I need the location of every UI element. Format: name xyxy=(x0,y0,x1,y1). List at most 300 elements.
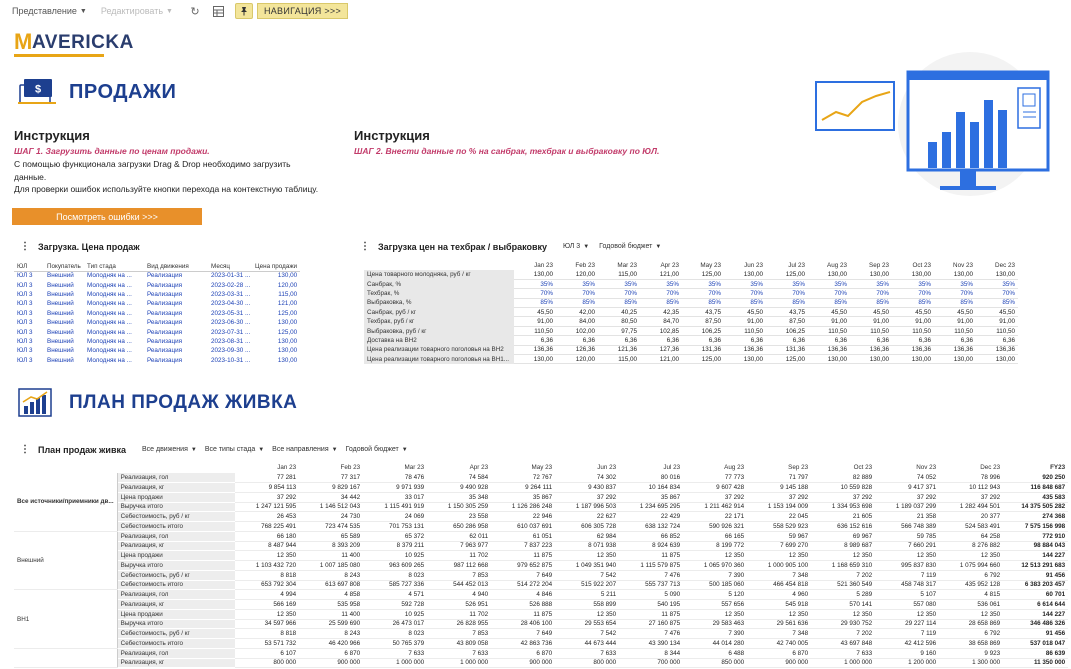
table-cell: 43 390 134 xyxy=(619,639,683,649)
table-cell[interactable]: 2023-06-30 ... xyxy=(211,319,251,327)
table-cell[interactable]: 85% xyxy=(598,298,640,307)
table-cell: 1 234 695 295 xyxy=(619,502,683,512)
caret-down-icon: ▼ xyxy=(401,446,408,453)
refresh-icon[interactable]: ↻ xyxy=(190,5,200,18)
table-cell[interactable]: Внешний xyxy=(47,309,74,317)
row-label: Реализация, кг xyxy=(117,541,235,551)
table-cell[interactable]: 35% xyxy=(682,279,724,288)
column-header[interactable]: Цена продажи xyxy=(252,262,300,271)
table-cell: 35 867 xyxy=(491,492,555,502)
table-cell[interactable]: Молодняк на ... xyxy=(87,328,132,336)
table-row xyxy=(14,318,300,327)
row-label: Техбрак, руб / кг xyxy=(364,317,514,326)
table-cell[interactable]: 70% xyxy=(934,289,976,298)
table-cell: 1 049 351 940 xyxy=(555,561,619,571)
table-cell[interactable]: Молодняк на ... xyxy=(87,337,132,345)
table-cell[interactable]: 115,00 xyxy=(278,290,298,298)
table-cell[interactable]: Реализация xyxy=(147,290,183,298)
table-cell: 7 633 xyxy=(363,648,427,658)
table-cell: 7 633 xyxy=(555,648,619,658)
table-cell: 6,36 xyxy=(724,336,766,345)
month-header: Mar 23 xyxy=(404,464,425,472)
table-cell[interactable]: 70% xyxy=(682,289,724,298)
table-cell[interactable]: Реализация xyxy=(147,281,183,289)
table-cell: 7 476 xyxy=(619,629,683,639)
table-cell[interactable]: Реализация xyxy=(147,347,183,355)
table-cell: 11 875 xyxy=(491,609,555,619)
table-cell: 97,75 xyxy=(598,326,640,335)
table-cell[interactable]: Внешний xyxy=(47,337,74,345)
column-header[interactable]: Вид движения xyxy=(144,262,208,271)
month-header: Feb 23 xyxy=(575,262,595,269)
table-cell[interactable]: Молодняк на ... xyxy=(87,309,132,317)
table-cell: 71 797 xyxy=(747,473,811,483)
table-cell: 127,36 xyxy=(640,345,682,354)
table-cell[interactable]: 70% xyxy=(976,289,1018,298)
instruction-1-step: ШАГ 1. Загрузить данные по ценам продажи. xyxy=(14,146,210,156)
table-cell[interactable]: Молодняк на ... xyxy=(87,281,132,289)
table-cell[interactable]: Молодняк на ... xyxy=(87,356,132,364)
table-cell[interactable]: 2023-07-31 ... xyxy=(211,328,251,336)
table-cell[interactable]: 2023-09-30 ... xyxy=(211,347,251,355)
table-cell[interactable]: ЮЛ 3 xyxy=(17,356,33,364)
table-cell: 500 185 060 xyxy=(683,580,747,590)
table-cell[interactable]: Реализация xyxy=(147,328,183,336)
table-cell[interactable]: Молодняк на ... xyxy=(87,319,132,327)
panel-defect-prices-header xyxy=(360,241,661,252)
budget-filter[interactable] xyxy=(599,243,661,250)
table-cell[interactable]: 2023-05-31 ... xyxy=(211,309,251,317)
table-cell: 11 875 xyxy=(491,551,555,561)
table-cell[interactable]: 85% xyxy=(808,298,850,307)
table-cell[interactable]: 35% xyxy=(808,279,850,288)
table-cell[interactable]: ЮЛ 3 xyxy=(17,328,33,336)
table-cell: 7 390 xyxy=(683,570,747,580)
table-cell[interactable]: 35% xyxy=(766,279,808,288)
caret-down-icon: ▼ xyxy=(655,243,662,250)
movement-filter[interactable] xyxy=(142,446,197,453)
table-cell: 6 614 644 xyxy=(1003,600,1068,610)
table-cell: 6,36 xyxy=(766,336,808,345)
table-cell: 25 599 690 xyxy=(299,619,363,629)
table-cell[interactable]: Реализация xyxy=(147,309,183,317)
table-cell: 77 773 xyxy=(683,473,747,483)
table-cell[interactable]: 120,00 xyxy=(277,281,298,289)
table-cell: 558 899 xyxy=(555,600,619,610)
table-cell[interactable]: 35% xyxy=(892,279,934,288)
table-cell: 77 317 xyxy=(299,473,363,483)
table-cell: 6 870 xyxy=(491,648,555,658)
table-cell[interactable]: Молодняк на ... xyxy=(87,300,132,308)
table-cell: 650 286 958 xyxy=(427,522,491,532)
table-cell: 12 350 xyxy=(875,551,939,561)
table-row xyxy=(14,337,300,346)
table-cell: 8 023 xyxy=(363,570,427,580)
table-row xyxy=(14,280,300,289)
table-cell: 66 852 xyxy=(619,531,683,541)
table-cell[interactable]: Реализация xyxy=(147,337,183,345)
table-cell[interactable]: 70% xyxy=(892,289,934,298)
table-cell: 136,36 xyxy=(514,345,556,354)
table-cell: 110,50 xyxy=(934,326,976,335)
table-cell: 80,50 xyxy=(598,317,640,326)
table-cell[interactable]: 130,00 xyxy=(277,347,298,355)
table-cell[interactable]: 2023-01-31 ... xyxy=(211,272,251,280)
table-row xyxy=(14,580,1068,590)
table-cell[interactable]: 85% xyxy=(892,298,934,307)
table-cell: 1 000 000 xyxy=(427,658,491,668)
table-cell[interactable]: 125,00 xyxy=(277,328,298,336)
table-cell: 6 383 203 457 xyxy=(1003,580,1068,590)
table-cell[interactable]: Реализация xyxy=(147,356,183,364)
table-cell: 5 289 xyxy=(811,590,875,600)
table-cell[interactable]: Внешний xyxy=(47,300,74,308)
month-header: Apr 23 xyxy=(469,464,489,472)
table-cell[interactable]: 35% xyxy=(640,279,682,288)
table-cell[interactable]: ЮЛ 3 xyxy=(17,290,33,298)
row-label: Реализация, кг xyxy=(117,658,235,668)
table-row xyxy=(14,531,1068,541)
table-cell[interactable]: 85% xyxy=(556,298,598,307)
table-cell[interactable]: 85% xyxy=(682,298,724,307)
month-header: Jul 23 xyxy=(663,464,681,472)
logo-underline xyxy=(14,54,104,57)
table-cell[interactable]: 85% xyxy=(514,298,556,307)
group-label[interactable]: ВН1 xyxy=(14,590,117,649)
table-cell: 566 169 xyxy=(235,600,299,610)
table-cell: 11 400 xyxy=(299,551,363,561)
table-cell[interactable]: 35% xyxy=(598,279,640,288)
month-header: Aug 23 xyxy=(724,464,745,472)
table-cell[interactable]: 35% xyxy=(850,279,892,288)
column-header[interactable]: Месяц xyxy=(208,262,252,271)
table-cell: 9 607 428 xyxy=(683,483,747,493)
table-cell: 515 922 207 xyxy=(555,580,619,590)
table-row xyxy=(14,473,1068,483)
table-view-icon[interactable] xyxy=(211,3,227,19)
table-cell: 110,50 xyxy=(724,326,766,335)
table-cell: 20 377 xyxy=(939,512,1003,522)
table-cell[interactable]: 70% xyxy=(850,289,892,298)
table-cell: 29 930 752 xyxy=(811,619,875,629)
table-cell: 7 853 xyxy=(427,629,491,639)
table-cell: 12 350 xyxy=(683,609,747,619)
table-cell: 6 792 xyxy=(939,629,1003,639)
table-cell: 7 660 291 xyxy=(875,541,939,551)
group-label[interactable]: Внешний xyxy=(14,531,117,590)
table-cell: 8 924 639 xyxy=(619,541,683,551)
table-cell[interactable]: Внешний xyxy=(47,347,74,355)
table-cell: 144 227 xyxy=(1003,551,1068,561)
row-label: Техбрак, % xyxy=(364,289,514,298)
table-cell: 700 000 xyxy=(619,658,683,668)
table-cell[interactable]: 70% xyxy=(556,289,598,298)
table-cell[interactable]: ЮЛ 3 xyxy=(17,300,33,308)
table-cell: 110,50 xyxy=(514,326,556,335)
legal-entity-filter[interactable] xyxy=(563,243,589,250)
table-cell: 1 150 305 259 xyxy=(427,502,491,512)
instruction-1-line: С помощью функционала загрузки Drag & Drop необходимо загрузить xyxy=(14,159,291,169)
table-cell: 4 960 xyxy=(747,590,811,600)
table-cell: 21 358 xyxy=(875,512,939,522)
table-cell: 61 051 xyxy=(491,531,555,541)
table-cell[interactable]: Внешний xyxy=(47,290,74,298)
table-cell: 7 542 xyxy=(555,629,619,639)
edit-menu-label: Редактировать xyxy=(100,6,164,16)
pin-icon[interactable] xyxy=(235,3,253,19)
table-cell: 91 456 xyxy=(1003,570,1068,580)
table-cell[interactable]: 70% xyxy=(724,289,766,298)
more-menu-icon[interactable]: ⋮ xyxy=(20,241,30,252)
table-cell: 37 292 xyxy=(683,492,747,502)
table-cell: 110,50 xyxy=(892,326,934,335)
table-cell: 43 809 058 xyxy=(427,639,491,649)
caret-down-icon: ▼ xyxy=(258,446,265,453)
table-cell: 37 292 xyxy=(747,492,811,502)
table-cell[interactable]: Молодняк на ... xyxy=(87,272,132,280)
table-cell: 59 967 xyxy=(747,531,811,541)
sales-plan-table xyxy=(14,463,1068,668)
table-cell: 42 412 596 xyxy=(875,639,939,649)
table-cell: 963 609 265 xyxy=(363,561,427,571)
table-cell: 12 350 xyxy=(939,609,1003,619)
group-label[interactable]: Все источники/приемники дв... xyxy=(14,473,117,532)
table-header-row xyxy=(14,463,1068,473)
table-cell[interactable]: Внешний xyxy=(47,356,74,364)
table-cell: 10 925 xyxy=(363,551,427,561)
table-cell: 106,25 xyxy=(766,326,808,335)
table-row xyxy=(14,299,300,308)
table-row xyxy=(364,279,1018,288)
table-cell[interactable]: ЮЛ 3 xyxy=(17,272,33,280)
table-cell: 42,00 xyxy=(556,308,598,317)
table-cell[interactable]: 85% xyxy=(934,298,976,307)
table-cell: 570 141 xyxy=(811,600,875,610)
table-row xyxy=(14,639,1068,649)
table-cell[interactable]: Внешний xyxy=(47,319,74,327)
caret-down-icon: ▼ xyxy=(331,446,338,453)
panel-plan-header xyxy=(20,444,408,455)
table-cell[interactable]: 35% xyxy=(724,279,766,288)
direction-filter[interactable] xyxy=(272,446,337,453)
herd-type-filter[interactable] xyxy=(205,446,264,453)
table-cell: 9 145 188 xyxy=(747,483,811,493)
table-cell: 27 160 875 xyxy=(619,619,683,629)
group-label[interactable] xyxy=(14,648,117,668)
table-cell: 12 350 xyxy=(811,609,875,619)
table-cell: 9 417 371 xyxy=(875,483,939,493)
table-cell: 91,00 xyxy=(850,317,892,326)
column-header[interactable]: ЮЛ xyxy=(14,262,44,271)
row-label: Доставка на ВН2 xyxy=(364,336,514,345)
table-cell: 23 558 xyxy=(427,512,491,522)
row-label: Выбраковка, руб / кг xyxy=(364,326,514,335)
month-header: Nov 23 xyxy=(953,262,973,269)
table-cell: 121,00 xyxy=(640,355,682,364)
table-cell: 130,00 xyxy=(934,355,976,364)
caret-down-icon: ▼ xyxy=(583,243,590,250)
more-menu-icon[interactable]: ⋮ xyxy=(360,241,370,252)
table-cell: 9 829 167 xyxy=(299,483,363,493)
table-row xyxy=(14,522,1068,532)
table-cell[interactable]: 2023-02-28 ... xyxy=(211,281,251,289)
table-cell: 544 452 013 xyxy=(427,580,491,590)
table-cell[interactable]: 85% xyxy=(640,298,682,307)
table-cell: 106,25 xyxy=(682,326,724,335)
table-row xyxy=(364,336,1018,345)
table-cell[interactable]: 85% xyxy=(766,298,808,307)
table-cell[interactable]: 35% xyxy=(934,279,976,288)
instruction-2-step: ШАГ 2. Внести данные по % на санбрак, техбрак и выбраковку по ЮЛ. xyxy=(354,146,660,156)
navigation-button[interactable]: НАВИГАЦИЯ >>> xyxy=(257,3,348,19)
movement-filter-label: Все движения xyxy=(142,446,188,453)
table-cell[interactable]: 70% xyxy=(766,289,808,298)
table-cell[interactable]: Реализация xyxy=(147,272,183,280)
table-cell: 14 375 505 282 xyxy=(1003,502,1068,512)
table-cell: 98 884 043 xyxy=(1003,541,1068,551)
table-cell[interactable]: 121,00 xyxy=(277,300,298,308)
table-cell: 115,00 xyxy=(598,270,640,279)
row-label: Реализация, гол xyxy=(117,473,235,483)
herd-type-filter-label: Все типы стада xyxy=(204,446,256,453)
table-cell: 9 971 939 xyxy=(363,483,427,493)
table-cell: 1 115 579 875 xyxy=(619,561,683,571)
table-cell: 66 180 xyxy=(235,531,299,541)
table-cell: 920 250 xyxy=(1003,473,1068,483)
table-cell: 91,00 xyxy=(514,317,556,326)
table-cell: 130,00 xyxy=(724,270,766,279)
table-cell[interactable]: Внешний xyxy=(47,272,74,280)
table-cell: 1 126 286 248 xyxy=(491,502,555,512)
table-cell[interactable]: 70% xyxy=(808,289,850,298)
table-cell: 91,00 xyxy=(724,317,766,326)
row-label: Цена продажи xyxy=(117,551,235,561)
table-cell: 125,00 xyxy=(766,270,808,279)
plan-chart-icon xyxy=(18,388,54,423)
table-cell: 1 211 462 914 xyxy=(683,502,747,512)
logo-initial: M xyxy=(14,29,33,54)
table-cell: 74 052 xyxy=(875,473,939,483)
table-row xyxy=(14,600,1068,610)
column-header[interactable]: Покупатель xyxy=(44,262,84,271)
table-cell[interactable]: 130,00 xyxy=(277,337,298,345)
table-cell: 131,36 xyxy=(682,345,724,354)
table-cell[interactable]: 85% xyxy=(976,298,1018,307)
table-cell[interactable]: 2023-08-31 ... xyxy=(211,337,251,345)
sales-price-table xyxy=(14,262,300,365)
table-cell[interactable]: ЮЛ 3 xyxy=(17,309,33,317)
table-cell: 110,50 xyxy=(850,326,892,335)
table-cell[interactable]: 2023-10-31 ... xyxy=(211,356,251,364)
table-cell: 7 119 xyxy=(875,570,939,580)
table-cell: 7 853 xyxy=(427,570,491,580)
table-cell: 585 727 336 xyxy=(363,580,427,590)
table-cell[interactable]: Внешний xyxy=(47,281,74,289)
row-label: Реализация, гол xyxy=(117,590,235,600)
table-cell[interactable]: 130,00 xyxy=(277,272,298,280)
table-cell: 66 165 xyxy=(683,531,747,541)
table-cell: 69 967 xyxy=(811,531,875,541)
table-cell[interactable]: 70% xyxy=(640,289,682,298)
table-cell: 1 189 037 299 xyxy=(875,502,939,512)
view-errors-button[interactable]: Посмотреть ошибки >>> xyxy=(12,208,202,225)
table-cell: 8 989 687 xyxy=(811,541,875,551)
table-cell[interactable]: 125,00 xyxy=(277,309,298,317)
budget-filter[interactable] xyxy=(346,446,408,453)
table-cell[interactable]: Реализация xyxy=(147,319,183,327)
table-cell[interactable]: ЮЛ 3 xyxy=(17,281,33,289)
table-cell: 8 243 xyxy=(299,570,363,580)
table-cell: 274 368 xyxy=(1003,512,1068,522)
table-row xyxy=(14,356,300,365)
edit-menu[interactable] xyxy=(101,6,173,16)
month-header: Jun 23 xyxy=(597,464,617,472)
table-cell[interactable]: Молодняк на ... xyxy=(87,290,132,298)
table-cell: 60 701 xyxy=(1003,590,1068,600)
table-row xyxy=(364,326,1018,335)
table-cell[interactable]: 70% xyxy=(514,289,556,298)
table-cell: 9 264 111 xyxy=(491,483,555,493)
table-cell: 1 200 000 xyxy=(875,658,939,668)
instruction-1-line: Для проверки ошибок используйте кнопки перехода на контекстную таблицу. xyxy=(14,184,319,194)
more-menu-icon[interactable]: ⋮ xyxy=(20,444,30,455)
table-cell[interactable]: Внешний xyxy=(47,328,74,336)
table-cell: 7 699 270 xyxy=(747,541,811,551)
table-cell[interactable]: 130,00 xyxy=(277,356,298,364)
table-cell: 12 350 xyxy=(555,551,619,561)
table-cell: 136,36 xyxy=(892,345,934,354)
table-cell[interactable]: 85% xyxy=(724,298,766,307)
table-cell: 11 350 000 xyxy=(1003,658,1068,668)
table-cell: 768 225 491 xyxy=(235,522,299,532)
table-cell[interactable]: 70% xyxy=(598,289,640,298)
table-cell: 91,00 xyxy=(892,317,934,326)
table-cell: 44 014 280 xyxy=(683,639,747,649)
table-cell: 900 000 xyxy=(747,658,811,668)
table-row xyxy=(14,590,1068,600)
table-cell: 638 132 724 xyxy=(619,522,683,532)
month-header: Aug 23 xyxy=(827,262,847,269)
table-cell[interactable]: 130,00 xyxy=(277,319,298,327)
table-cell: 11 702 xyxy=(427,551,491,561)
table-cell[interactable]: 2023-04-30 ... xyxy=(211,300,251,308)
table-row xyxy=(14,346,300,355)
table-cell[interactable]: ЮЛ 3 xyxy=(17,347,33,355)
table-cell[interactable]: 35% xyxy=(514,279,556,288)
table-cell: 6,36 xyxy=(640,336,682,345)
table-cell[interactable]: Молодняк на ... xyxy=(87,347,132,355)
table-cell[interactable]: 2023-03-31 ... xyxy=(211,290,251,298)
corner-cell xyxy=(364,261,514,270)
view-menu[interactable] xyxy=(12,6,87,16)
table-cell[interactable]: 85% xyxy=(850,298,892,307)
table-cell[interactable]: ЮЛ 3 xyxy=(17,319,33,327)
row-label: Себестоимость итого xyxy=(117,639,235,649)
table-cell: 11 702 xyxy=(427,609,491,619)
table-row xyxy=(14,551,1068,561)
table-cell[interactable]: 35% xyxy=(976,279,1018,288)
table-cell[interactable]: ЮЛ 3 xyxy=(17,337,33,345)
table-cell: 545 918 xyxy=(747,600,811,610)
table-cell: 131,36 xyxy=(766,345,808,354)
table-cell[interactable]: 35% xyxy=(556,279,598,288)
table-cell: 610 037 691 xyxy=(491,522,555,532)
table-cell: 4 940 xyxy=(427,590,491,600)
table-cell: 900 000 xyxy=(299,658,363,668)
column-header[interactable]: Тип стада xyxy=(84,262,144,271)
table-cell: 1 007 185 080 xyxy=(299,561,363,571)
table-cell[interactable]: Реализация xyxy=(147,300,183,308)
